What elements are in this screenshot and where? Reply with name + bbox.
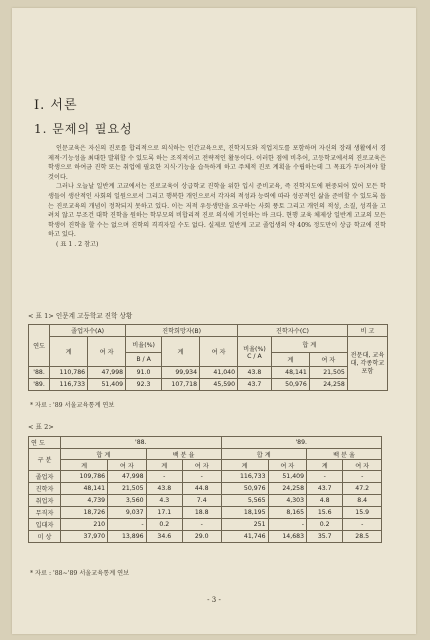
paragraph: 그러나 오늘날 일반계 고교에서는 진로교육이 상급학교 진학을 위한 입시 준비교육, 즉 진학지도에 편중되어 있어 모든 학생들이 생산적인 사회의 일원으로서 그리고 행복한 개인으로서 각자의 적성과 능력에 따라 성공적인 삶을 준비할 수 있도록 돕는 진로교육의 개념이 정착되지 못하고 있다. 이는 저적 우등생만을 요구하는 사회 풍토 그리고 개인의 적성, 소질, 성격을 고려치 않고 무조건 대학 진학을 원하는 학부모의 비합리적 진로 의식에 기인하는 바 크다. 현행 교육 체제상 일반계 고교의 모든 학생이 진학을 할 수는 없으며 진학의 격격자일 수도 없다. 실제로 일반계 고교 졸업생의 약 40% 정도만이 상급 학교에 진학하고 있다. (48, 183, 386, 239)
table-row: '88. 110,786 47,998 91.0 99,934 41,040 43.8 48,141 21,505 (29, 367, 388, 379)
t1-sub-total: 계 (50, 337, 88, 367)
t2-sub-sum: 합 계 (61, 449, 147, 460)
t2-sub-female: 여 자 (108, 460, 146, 471)
t2-sub-female: 여 자 (343, 460, 382, 471)
table2-caption: < 표 2> (28, 423, 54, 431)
table-row: 입대자 210 - 0.2 - 251 - 0.2 - (29, 519, 382, 531)
table-row: 무직자 18,726 9,037 17.1 18.8 18,195 8,165 15.6 15.9 (29, 507, 382, 519)
t2-sub-total: 계 (146, 460, 182, 471)
t2-year-89: '89. (221, 437, 382, 449)
section-heading: I. 서론 (34, 98, 78, 113)
t1-sub-female: 여 자 (88, 337, 126, 367)
t1-header-grad: 졸업자수(A) (50, 325, 126, 337)
table1 (28, 324, 388, 391)
document-page (12, 8, 416, 634)
paragraph: 인문교육은 자신의 진로를 합리적으로 의식하는 인간교육으로, 진학지도와 직업지도를 포함하며 자신의 장래 생활에서 경제적·기능성을 최대한 발휘할 수 있도록 하는 조직적이고 전략적인 활동이다. 이러한 점에 비추어, 고등학교에서의 진로교육은 학생으로 하여금 진학 또는 취업에 필요한 지식·기능을 습득하게 하고 주체적 진로 계획을 수립하는데 그 목표가 두어져야 할 것이다. (48, 145, 386, 181)
t2-header-cat: 구 분 (29, 449, 61, 471)
table1-source: * 자료 : '89 서울교육통계 연보 (30, 402, 115, 409)
t2-sub-sum: 합 계 (221, 449, 307, 460)
table-row: 졸업자 109,786 47,998 - - 116,733 51,409 - - (29, 471, 382, 483)
t1-sub-ratio-ba: 비율(%) (126, 337, 162, 353)
t1-sub-total: 계 (162, 337, 200, 367)
t2-year-88: '88. (61, 437, 221, 449)
t2-sub-total: 계 (307, 460, 343, 471)
table-row: 미 상 37,970 13,896 34.6 29.0 41,746 14,683 35.7 28.5 (29, 531, 382, 543)
t1-sub-ratio-ca: 비율(%) C / A (238, 337, 272, 367)
t1-note-text: 전문대, 교육대, 각종학교 포함 (347, 337, 387, 391)
t2-sub-total: 계 (221, 460, 268, 471)
t1-sub-total: 계 (271, 353, 309, 367)
t1-sub-female: 여 자 (309, 353, 347, 367)
t2-sub-total: 계 (61, 460, 108, 471)
t1-header-want: 진학희망자(B) (126, 325, 238, 337)
t2-sub-pct: 백 분 율 (146, 449, 221, 460)
table-row: 진학자 48,141 21,505 43.8 44.8 50,976 24,258 43.7 47.2 (29, 483, 382, 495)
t1-sub-female: 여 자 (200, 337, 238, 367)
t2-header-year: 연 도 (29, 437, 61, 449)
t1-header-adv: 진학자수(C) (238, 325, 348, 337)
t1-header-note: 비 고 (347, 325, 387, 337)
table-row: 취업자 4,739 3,560 4.3 7.4 5,565 4,303 4.8 8.4 (29, 495, 382, 507)
subsection-heading: 1. 문제의 필요성 (34, 122, 133, 136)
table1-caption: < 표 1> 인문계 고등학교 진학 상황 (28, 312, 133, 320)
body-text (48, 144, 386, 250)
t1-sub-ratio-ba2: B / A (126, 353, 162, 367)
t2-sub-female: 여 자 (268, 460, 306, 471)
page-number: - 3 - (207, 596, 221, 604)
table2-source: * 자료 : '88~'89 서울교육통계 연보 (30, 570, 130, 577)
t1-header-year: 연도 (29, 325, 50, 367)
t1-sub-sum: 합 계 (271, 337, 347, 353)
t2-sub-female: 여 자 (182, 460, 221, 471)
t2-sub-pct: 백 분 율 (307, 449, 382, 460)
paragraph: ( 표 1 . 2 참고) (56, 240, 99, 248)
table2 (28, 436, 382, 543)
table-row: '89. 116,733 51,409 92.3 107,718 45,590 43.7 50,976 24,258 (29, 379, 388, 391)
